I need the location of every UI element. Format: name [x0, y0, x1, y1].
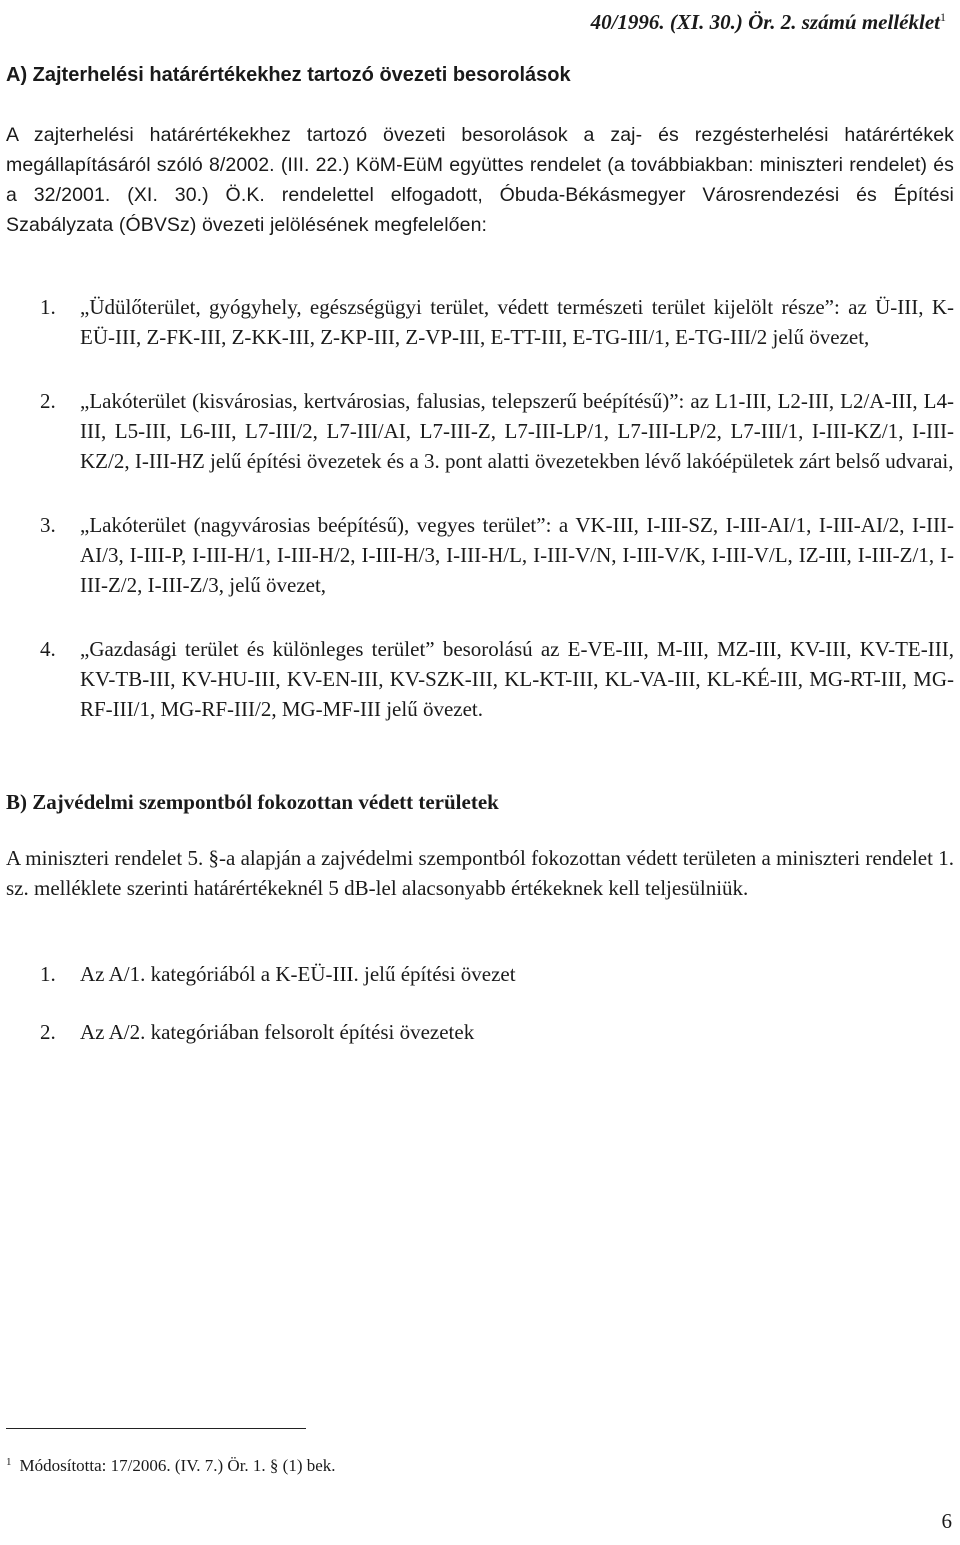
list-item-number: 4. [40, 637, 56, 661]
list-item [6, 292, 954, 352]
footnote-mark: 1 [6, 1456, 12, 1468]
footnote-reference: 1 [940, 10, 946, 24]
section-a-intro: A zajterhelési határértékekhez tartozó övezeti besorolások a zaj- és rezgésterhelési határértékek megállapításáról szóló 8/2002. (III. 22.) KöM-EüM együttes rendelet (a továbbiakban: miniszteri rendelet) és a 32/2001. (XI. 30.) Ö.K. rendelettel elfogadott, Óbuda-Békásmegyer Városrendezési és Építési Szabályzata (ÓBVSz) övezeti jelölésének megfelelően: [6, 124, 954, 236]
footnote-divider [6, 1428, 306, 1429]
document-page [6, 0, 954, 1545]
footnote [6, 1448, 336, 1481]
list-item-text: „Lakóterület (nagyvárosias beépítésű), vegyes terület”: a VK-III, I-III-SZ, I-III-AI/1, I-III-AI/2, I-III-AI/3, I-III-P, I-III-H/1, I-III-H/2, I-III-H/3, I-III-H/L, I-III-V/N, I-III-V/K, I-III-V/L, IZ-III, I-III-Z/1, I-III-Z/2, I-III-Z/3, jelű övezet, [80, 513, 954, 597]
list-item-number: 2. [40, 389, 56, 413]
page-number: 6 [941, 1509, 952, 1533]
list-item-number: 1. [40, 962, 56, 986]
zone-classification-list [6, 292, 954, 758]
list-item-text: Az A/2. kategóriában felsorolt építési övezetek [80, 1020, 475, 1044]
list-item [6, 386, 954, 476]
list-item-text: „Lakóterület (kisvárosias, kertvárosias, falusias, telepszerű beépítésű)”: az L1-III, L2-III, L2/A-III, L4-III, L5-III, L6-III, L7-III/2, L7-III/AI, L7-III-Z, L7-III-LP/1, L7-III-LP/2, L7-III/1, I-III-KZ/1, I-III-KZ/2, I-III-HZ jelű építési övezetek és a 3. pont alatti övezetekben lévő lakóépületek zárt belső udvarai, [80, 389, 954, 473]
footnote-text: Módosította: 17/2006. (IV. 7.) Ör. 1. § (1) bek. [19, 1456, 336, 1475]
annex-title-text: 40/1996. (XI. 30.) Ör. 2. számú melléklet [590, 10, 940, 34]
section-b-heading: B) Zajvédelmi szempontból fokozottan védett területek [6, 790, 499, 814]
list-item [6, 634, 954, 724]
list-item-text: „Gazdasági terület és különleges terület” besorolású az E-VE-III, M-III, MZ-III, KV-III, KV-TE-III, KV-TB-III, KV-HU-III, KV-EN-III, KV-SZK-III, KL-KT-III, KL-VA-III, KL-KÉ-III, MG-RT-III, MG-RF-III/1, MG-RF-III/2, MG-MF-III jelű övezet. [80, 637, 954, 721]
list-item [6, 1018, 954, 1048]
list-item-number: 1. [40, 295, 56, 319]
list-item-number: 2. [40, 1020, 56, 1044]
list-item-number: 3. [40, 513, 56, 537]
annex-title [591, 3, 946, 38]
protected-area-list [6, 960, 954, 1076]
section-b-paragraph: A miniszteri rendelet 5. §-a alapján a zajvédelmi szempontból fokozottan védett területen a miniszteri rendelet 1. sz. melléklete szerinti határértékeknél 5 dB-lel alacsonyabb értékeknek kell teljesülniük. [6, 846, 954, 900]
section-a-heading: A) Zajterhelési határértékekhez tartozó övezeti besorolások [6, 64, 571, 86]
list-item [6, 960, 954, 990]
list-item-text: Az A/1. kategóriából a K-EÜ-III. jelű építési övezet [80, 962, 516, 986]
list-item-text: „Üdülőterület, gyógyhely, egészségügyi terület, védett természeti terület kijelölt része”: az Ü-III, K-EÜ-III, Z-FK-III, Z-KK-III, Z-KP-III, Z-VP-III, E-TT-III, E-TG-III/1, E-TG-III/2 jelű övezet, [80, 295, 954, 349]
list-item [6, 510, 954, 600]
